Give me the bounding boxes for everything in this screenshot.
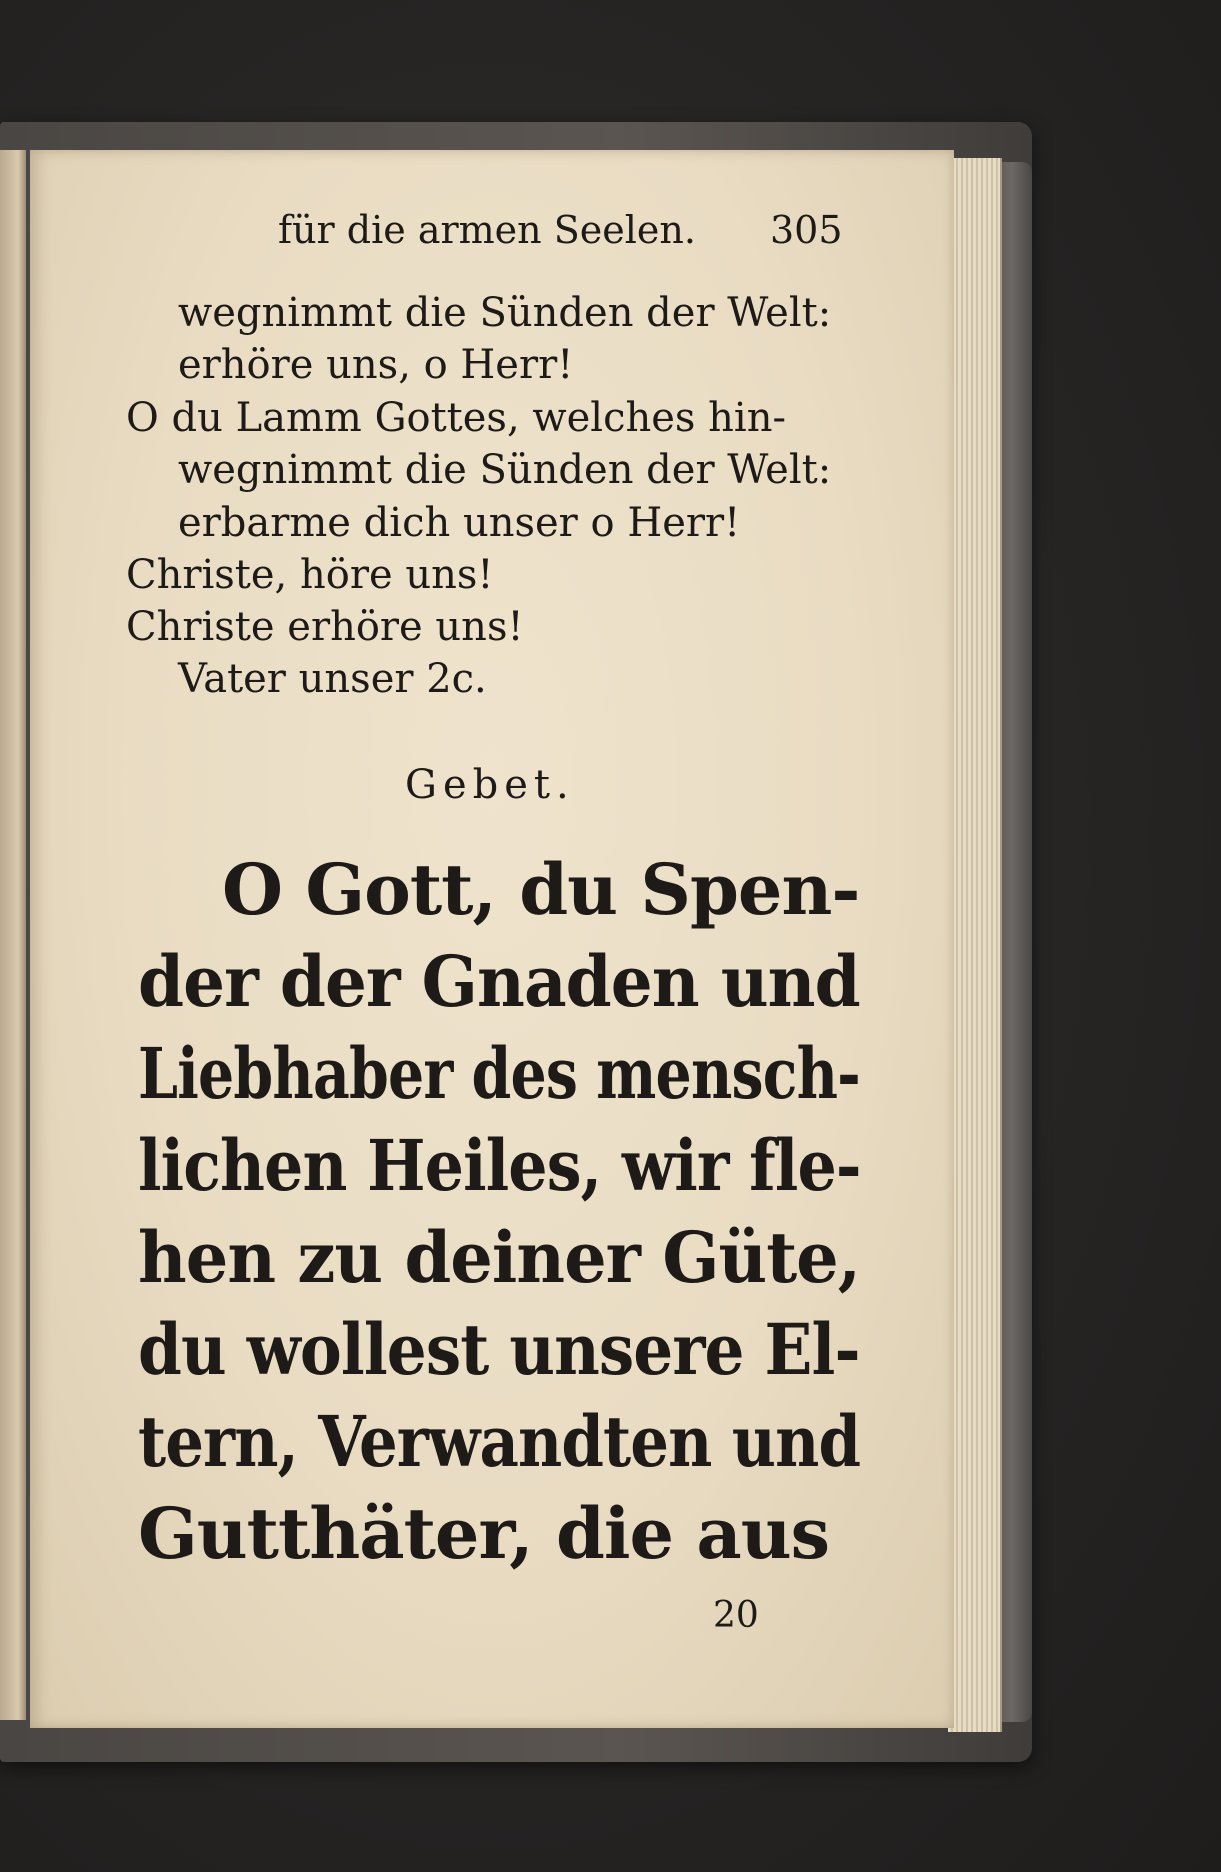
prayer-line: hen zu deiner Güte, [138, 1216, 861, 1299]
prayer-line: O Gott, du Spen- [222, 848, 860, 931]
litany-line: Vater unser 2c. [178, 656, 487, 702]
litany-line: erbarme dich unser o Herr! [178, 500, 741, 546]
prayer-line: tern, Verwandten und [138, 1400, 861, 1483]
left-page-edge [0, 150, 26, 1720]
signature-mark: 20 [713, 1595, 759, 1636]
section-title: Gebet. [405, 762, 575, 808]
litany-line: Christe, höre uns! [126, 552, 494, 598]
litany-line: erhöre uns, o Herr! [178, 342, 574, 388]
running-header: für die armen Seelen. [278, 208, 696, 252]
litany-line: wegnimmt die Sünden der Welt: [178, 447, 832, 493]
page-number: 305 [770, 208, 843, 252]
prayer-line: Gutthäter, die aus [138, 1492, 830, 1575]
prayer-line: Liebhaber des mensch- [138, 1032, 860, 1115]
litany-line: O du Lamm Gottes, welches hin- [126, 395, 786, 441]
prayer-line: der der Gnaden und [138, 940, 860, 1023]
prayer-line: lichen Heiles, wir fle- [138, 1124, 861, 1207]
prayer-line: du wollest unsere El- [138, 1308, 860, 1391]
page-stack-edge [948, 158, 1002, 1732]
litany-line: wegnimmt die Sünden der Welt: [178, 290, 832, 336]
litany-line: Christe erhöre uns! [126, 604, 524, 650]
